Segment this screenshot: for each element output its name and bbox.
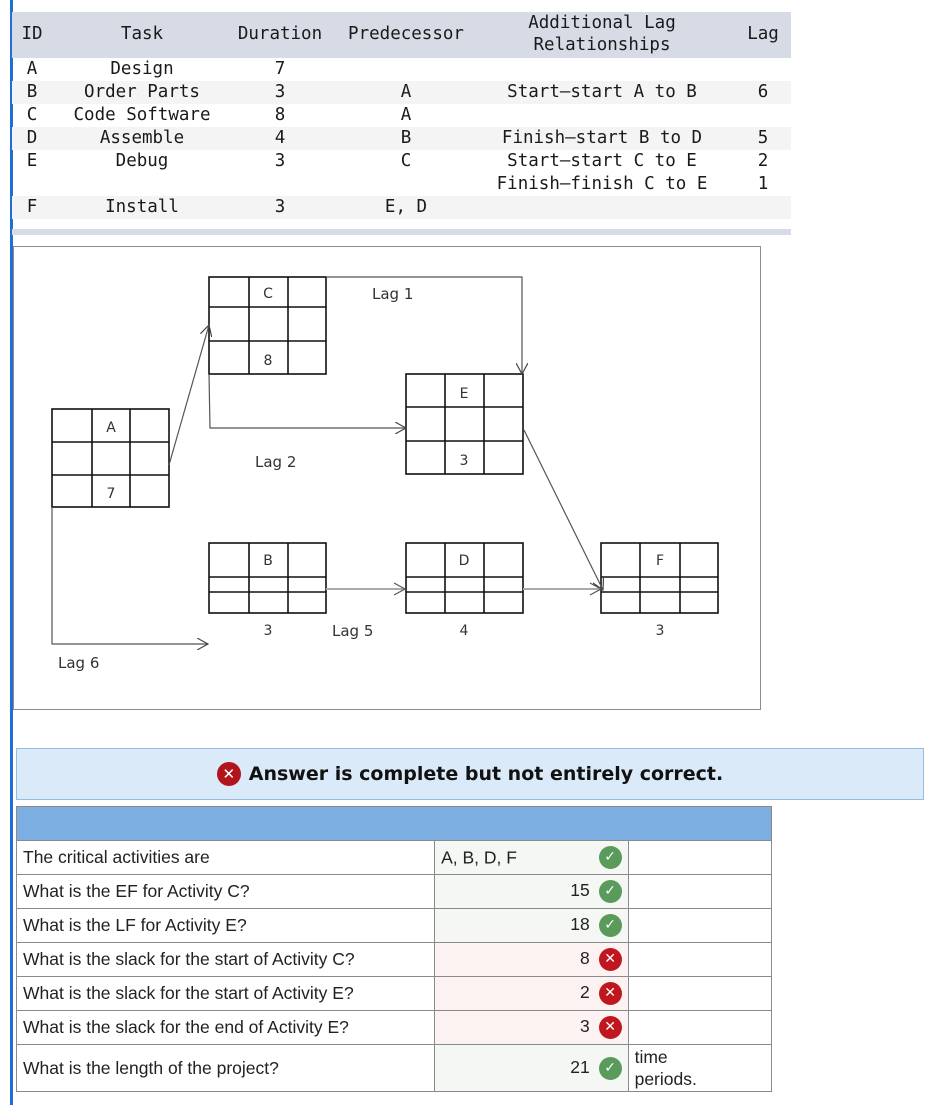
table-row-a [12,58,791,81]
problem-table-header [12,12,791,58]
unit-cell [628,977,771,1011]
row-predecessor: B [400,128,412,148]
node-b-id: B [263,553,273,569]
table-row-b [12,81,791,104]
check-circle-icon: ✓ [599,1057,622,1080]
row-duration: 8 [274,105,286,125]
arrow-e-to-f [524,430,603,590]
lag6-label: Lag 6 [58,654,100,672]
answer-value[interactable]: 18 [570,914,590,935]
header-id: ID [21,24,43,44]
answer-cell[interactable] [435,1045,629,1092]
unit-cell [628,909,771,943]
row-duration: 4 [274,128,286,148]
unit-label-line1: time [634,1047,668,1067]
row-task: Code Software [73,105,211,125]
answer-cell[interactable] [435,977,629,1011]
node-f-duration: 3 [655,623,665,639]
question-label: What is the slack for the start of Activity E? [17,977,435,1011]
node-e-id: E [459,386,469,402]
check-circle-icon: ✓ [599,914,622,937]
answer-value[interactable]: 21 [570,1056,590,1077]
question-label: What is the slack for the start of Activity C? [17,943,435,977]
question-label: What is the EF for Activity C? [17,875,435,909]
node-d-id: D [458,553,470,569]
row-id: C [26,105,38,125]
question-label: What is the LF for Activity E? [17,909,435,943]
arrow-lag2-c-to-e [209,374,406,428]
row-lag: 2 [757,151,769,171]
lag1-label: Lag 1 [372,285,414,303]
answer-row [17,909,772,943]
node-f-id: F [655,553,665,569]
answer-row [17,1045,772,1092]
answer-value[interactable]: 3 [579,1016,590,1037]
answer-cell[interactable] [435,1011,629,1045]
node-c-id: C [263,286,273,302]
answer-cell[interactable] [435,841,629,875]
row-lag-relationship: Finish–finish C to E [496,174,708,194]
answer-row [17,875,772,909]
row-predecessor: C [400,151,412,171]
answer-row [17,943,772,977]
answer-cell[interactable] [435,909,629,943]
row-predecessor: E, D [384,197,428,217]
arrow-lag1-c-to-e [326,277,522,374]
unit-label-line2: periods. [634,1069,697,1089]
unit-cell [628,841,771,875]
table-row-f [12,196,791,219]
network-diagram [13,246,761,710]
row-duration: 7 [274,59,286,79]
table-row-e [12,150,791,173]
node-a-id: A [106,420,116,436]
unit-cell [628,875,771,909]
header-lag-relationships-2: Relationships [533,35,671,55]
row-lag: 6 [757,82,769,102]
result-message: Answer is complete but not entirely correct. [248,763,724,785]
answer-row [17,977,772,1011]
node-b-duration: 3 [263,623,273,639]
x-circle-icon: ✕ [599,982,622,1005]
row-predecessor: A [400,105,412,125]
header-duration: Duration [237,24,323,44]
answer-value[interactable]: 15 [570,880,590,901]
arrow-lag6-a-to-b [52,507,208,644]
row-lag: 1 [757,174,769,194]
node-e-duration: 3 [459,453,469,469]
x-circle-icon: ✕ [217,762,241,786]
check-circle-icon: ✓ [599,880,622,903]
answer-row [17,1011,772,1045]
row-lag-relationship: Start–start A to B [507,82,697,102]
row-id: A [26,59,38,79]
row-task: Install [105,197,179,217]
row-task: Order Parts [84,82,200,102]
row-id: E [26,151,38,171]
node-a-duration: 7 [106,486,116,502]
row-task: Assemble [99,128,185,148]
question-label: What is the length of the project? [17,1045,435,1092]
row-lag: 5 [757,128,769,148]
unit-cell [628,1011,771,1045]
row-id: D [26,128,38,148]
table-row-e-continued [12,173,791,196]
node-d-duration: 4 [459,623,469,639]
question-label: What is the slack for the end of Activity E? [17,1011,435,1045]
network-diagram-canvas [14,247,760,709]
question-label: The critical activities are [17,841,435,875]
node-c-duration: 8 [263,353,273,369]
row-lag-relationship: Start–start C to E [507,151,697,171]
row-duration: 3 [274,197,286,217]
row-task: Design [110,59,174,79]
row-id: B [26,82,38,102]
unit-cell [628,1045,771,1092]
table-row-d [12,127,791,150]
arrow-a-to-c [169,325,209,465]
row-task: Debug [115,151,169,171]
row-id: F [26,197,38,217]
problem-table-footer [12,229,791,235]
answer-cell[interactable] [435,875,629,909]
answer-cell[interactable] [435,943,629,977]
row-duration: 3 [274,151,286,171]
answer-value[interactable]: A, B, D, F [441,847,517,867]
check-circle-icon: ✓ [599,846,622,869]
unit-cell [628,943,771,977]
lag2-label: Lag 2 [255,453,297,471]
row-predecessor: A [400,82,412,102]
answer-value[interactable]: 2 [579,982,590,1003]
answer-table-header [17,807,772,841]
result-banner [16,748,924,800]
header-lag: Lag [747,24,779,44]
row-lag-relationship: Finish–start B to D [501,128,703,148]
header-task: Task [120,24,164,44]
header-lag-relationships-1: Additional Lag [528,13,676,33]
table-row-c [12,104,791,127]
answer-value[interactable]: 8 [579,948,590,969]
answer-table [16,806,772,1092]
x-circle-icon: ✕ [599,948,622,971]
x-circle-icon: ✕ [599,1016,622,1039]
row-duration: 3 [274,82,286,102]
answer-row [17,841,772,875]
header-predecessor: Predecessor [348,24,464,44]
lag5-label: Lag 5 [332,622,374,640]
